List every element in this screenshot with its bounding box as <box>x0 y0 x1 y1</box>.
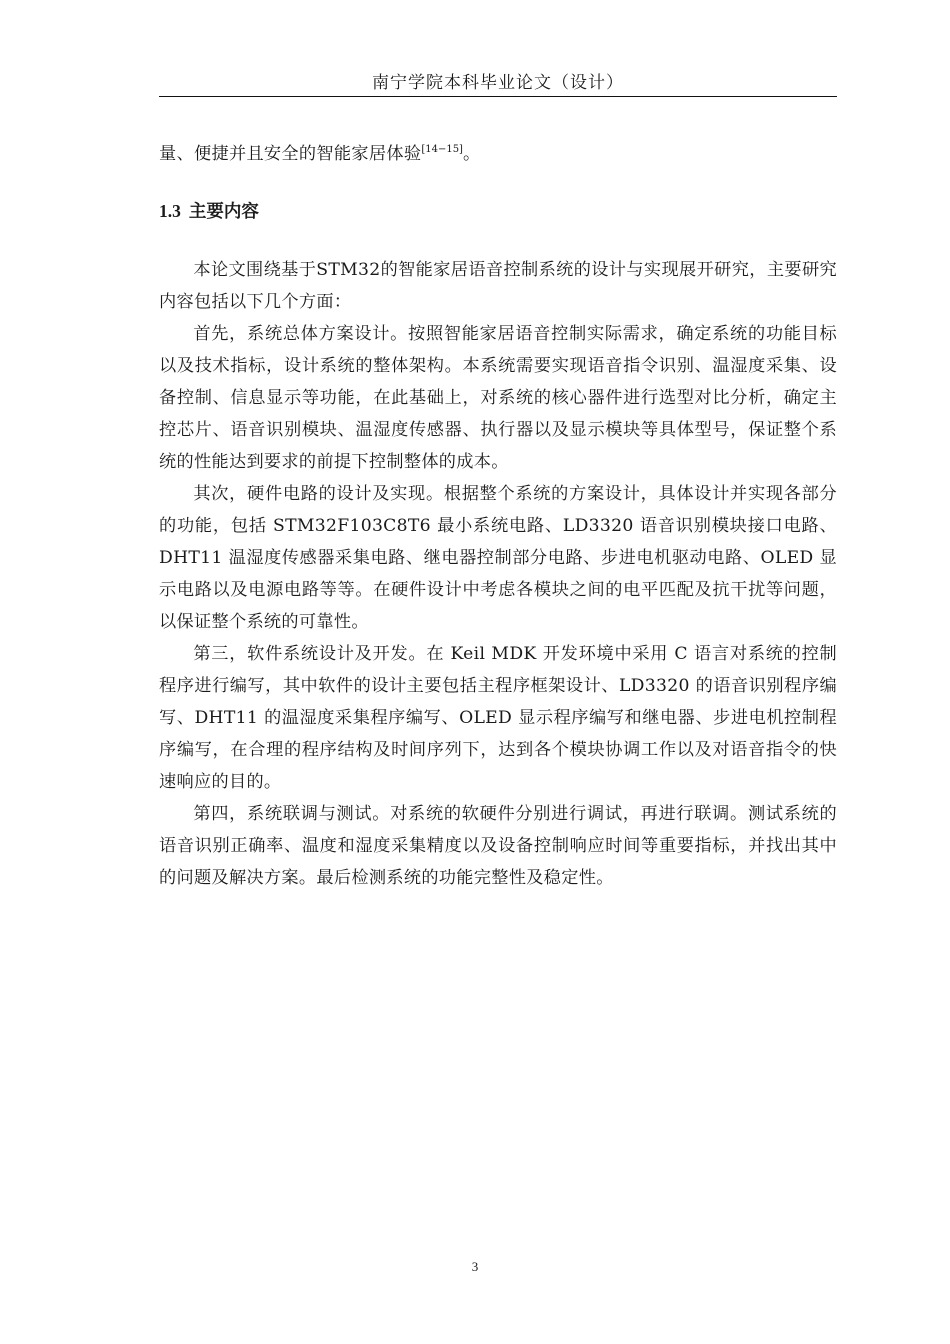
paragraph-first: 首先，系统总体方案设计。按照智能家居语音控制实际需求，确定系统的功能目标以及技术指标，设计系统的整体架构。本系统需要实现语音指令识别、温湿度采集、设备控制、信息显示等功能，在此基础上，对系统的核心器件进行选型对比分析，确定主控芯片、语音识别模块、温湿度传感器、执行器以及显示模块等具体型号，保证整个系统的性能达到要求的前提下控制整体的成本。 <box>159 324 837 472</box>
paragraph-third: 第三，软件系统设计及开发。在 Keil MDK 开发环境中采用 C 语言对系统的控制程序进行编写，其中软件的设计主要包括主程序框架设计、LD3320 的语音识别程序编写、DHT11 的温湿度采集程序编写、OLED 显示程序编写和继电器、步进电机控制程序编写，在合理的程序结构及时间序列下，达到各个模块协调工作以及对语音指令的快速响应的目的。 <box>159 644 837 792</box>
page-number: 3 <box>471 1259 479 1274</box>
section-number: 1.3 <box>159 201 181 221</box>
body-text <box>159 254 837 894</box>
paragraph-intro: 本论文围绕基于STM32的智能家居语音控制系统的设计与实现展开研究，主要研究内容包括以下几个方面： <box>159 260 837 312</box>
citation-reference: [14−15] <box>421 144 463 155</box>
header-divider <box>159 96 837 97</box>
paragraph-fourth: 第四，系统联调与测试。对系统的软硬件分别进行调试，再进行联调。测试系统的语音识别正确率、温度和湿度采集精度以及设备控制响应时间等重要指标，并找出其中的问题及解决方案。最后检测系统的功能完整性及稳定性。 <box>159 804 837 888</box>
paragraph-second: 其次，硬件电路的设计及实现。根据整个系统的方案设计，具体设计并实现各部分的功能，包括 STM32F103C8T6 最小系统电路、LD3320 语音识别模块接口电路、DHT11 温湿度传感器采集电路、继电器控制部分电路、步进电机驱动电路、OLED 显示电路以及电源电路等等。在硬件设计中考虑各模块之间的电平匹配及抗干扰等问题，以保证整个系统的可靠性。 <box>159 484 837 632</box>
carryover-end: 。 <box>462 144 481 164</box>
running-header: 南宁学院本科毕业论文（设计） <box>372 73 624 93</box>
carryover-paragraph <box>159 138 837 170</box>
section-title: 主要内容 <box>188 202 259 222</box>
section-heading <box>159 198 259 225</box>
carryover-text: 量、便捷并且安全的智能家居体验 <box>159 144 422 164</box>
